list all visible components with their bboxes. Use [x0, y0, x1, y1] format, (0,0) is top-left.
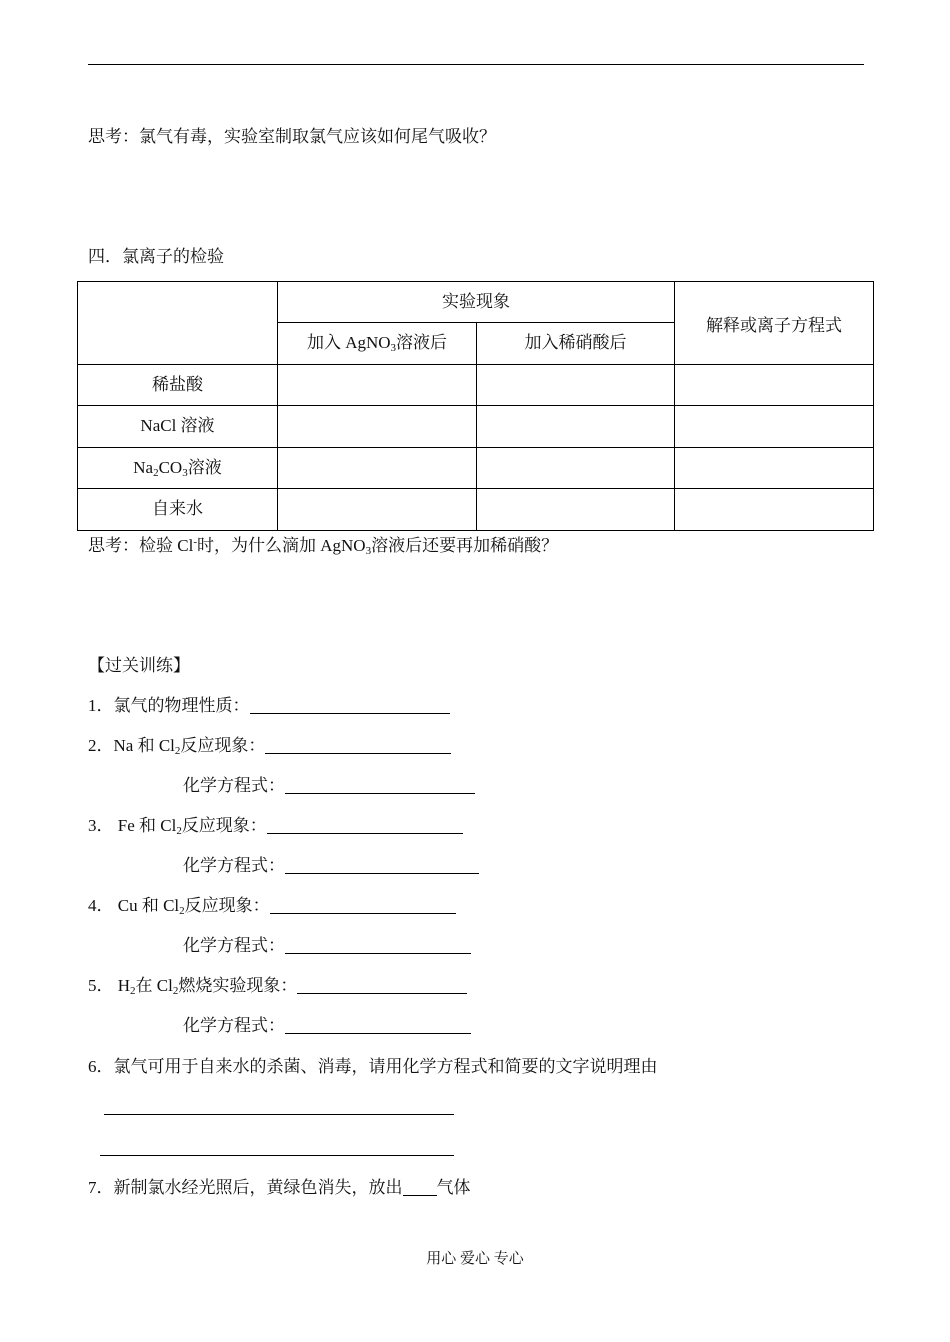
header-explain: 解释或离子方程式 [675, 282, 874, 365]
answer-cell[interactable] [675, 365, 874, 406]
row-label-nacl: NaCl 溶液 [78, 406, 278, 448]
answer-blank[interactable] [285, 776, 475, 794]
question-3: 3． Fe 和 $Cl_2$反应现象： [88, 815, 463, 837]
answer-cell[interactable] [278, 365, 477, 406]
question-1: 1．氯气的物理性质： [88, 695, 450, 717]
answer-cell[interactable] [477, 448, 675, 489]
question-4-equation: 化学方程式： [183, 935, 471, 957]
header-phenomenon: 实验现象 [278, 282, 675, 323]
answer-cell[interactable] [278, 406, 477, 448]
table-corner-cell [78, 282, 278, 365]
answer-cell[interactable] [477, 489, 675, 531]
answer-blank[interactable] [285, 856, 479, 874]
subheader-hno3: 加入稀硝酸后 [477, 323, 675, 365]
answer-cell[interactable] [675, 489, 874, 531]
question-5-equation: 化学方程式： [183, 1015, 471, 1037]
answer-blank[interactable] [285, 1016, 471, 1034]
subheader-agno3: 加入 AgNO$_3$溶液后 [278, 323, 477, 365]
training-title: 【过关训练】 [88, 656, 190, 675]
answer-blank[interactable] [285, 936, 471, 954]
answer-line[interactable] [100, 1155, 454, 1156]
section-title-chloride-test: 四．氯离子的检验 [88, 247, 224, 266]
question-7: 7．新制氯水经光照后，黄绿色消失，放出 气体 [88, 1178, 471, 1197]
answer-blank[interactable] [265, 736, 451, 754]
chloride-test-table [77, 281, 874, 531]
table-row [78, 448, 874, 489]
answer-cell[interactable] [278, 489, 477, 531]
row-label-hcl: 稀盐酸 [78, 365, 278, 406]
answer-line[interactable] [104, 1114, 454, 1115]
question-6: 6．氯气可用于自来水的杀菌、消毒，请用化学方程式和简要的文字说明理由 [88, 1057, 658, 1076]
question-5: 5． $H_2$在 $Cl_2$燃烧实验现象： [88, 975, 467, 997]
answer-cell[interactable] [675, 448, 874, 489]
answer-blank[interactable] [270, 896, 456, 914]
question-2-equation: 化学方程式： [183, 775, 475, 797]
row-label-tap-water: 自来水 [78, 489, 278, 531]
answer-cell[interactable] [278, 448, 477, 489]
table-row [78, 406, 874, 448]
answer-blank[interactable] [267, 816, 463, 834]
answer-cell[interactable] [477, 406, 675, 448]
answer-cell[interactable] [675, 406, 874, 448]
answer-blank[interactable] [250, 696, 450, 714]
think-question-2: 思考：检验 Cl-时，为什么滴加 AgNO$_3$溶液后还要再加稀硝酸？ [88, 536, 559, 557]
table-row [78, 365, 874, 406]
answer-cell[interactable] [477, 365, 675, 406]
header-rule [88, 64, 864, 65]
answer-blank[interactable] [403, 1178, 437, 1196]
table-row [78, 489, 874, 531]
answer-blank[interactable] [297, 976, 467, 994]
think-question-1: 思考：氯气有毒，实验室制取氯气应该如何尾气吸收？ [88, 127, 496, 146]
page-footer: 用心 爱心 专心 [426, 1251, 524, 1267]
question-3-equation: 化学方程式： [183, 855, 479, 877]
question-4: 4． Cu 和 $Cl_2$反应现象： [88, 895, 456, 917]
question-2: 2．Na 和 $Cl_2$反应现象： [88, 735, 451, 757]
row-label-na2co3: $Na_2CO_3$溶液 [78, 448, 278, 489]
